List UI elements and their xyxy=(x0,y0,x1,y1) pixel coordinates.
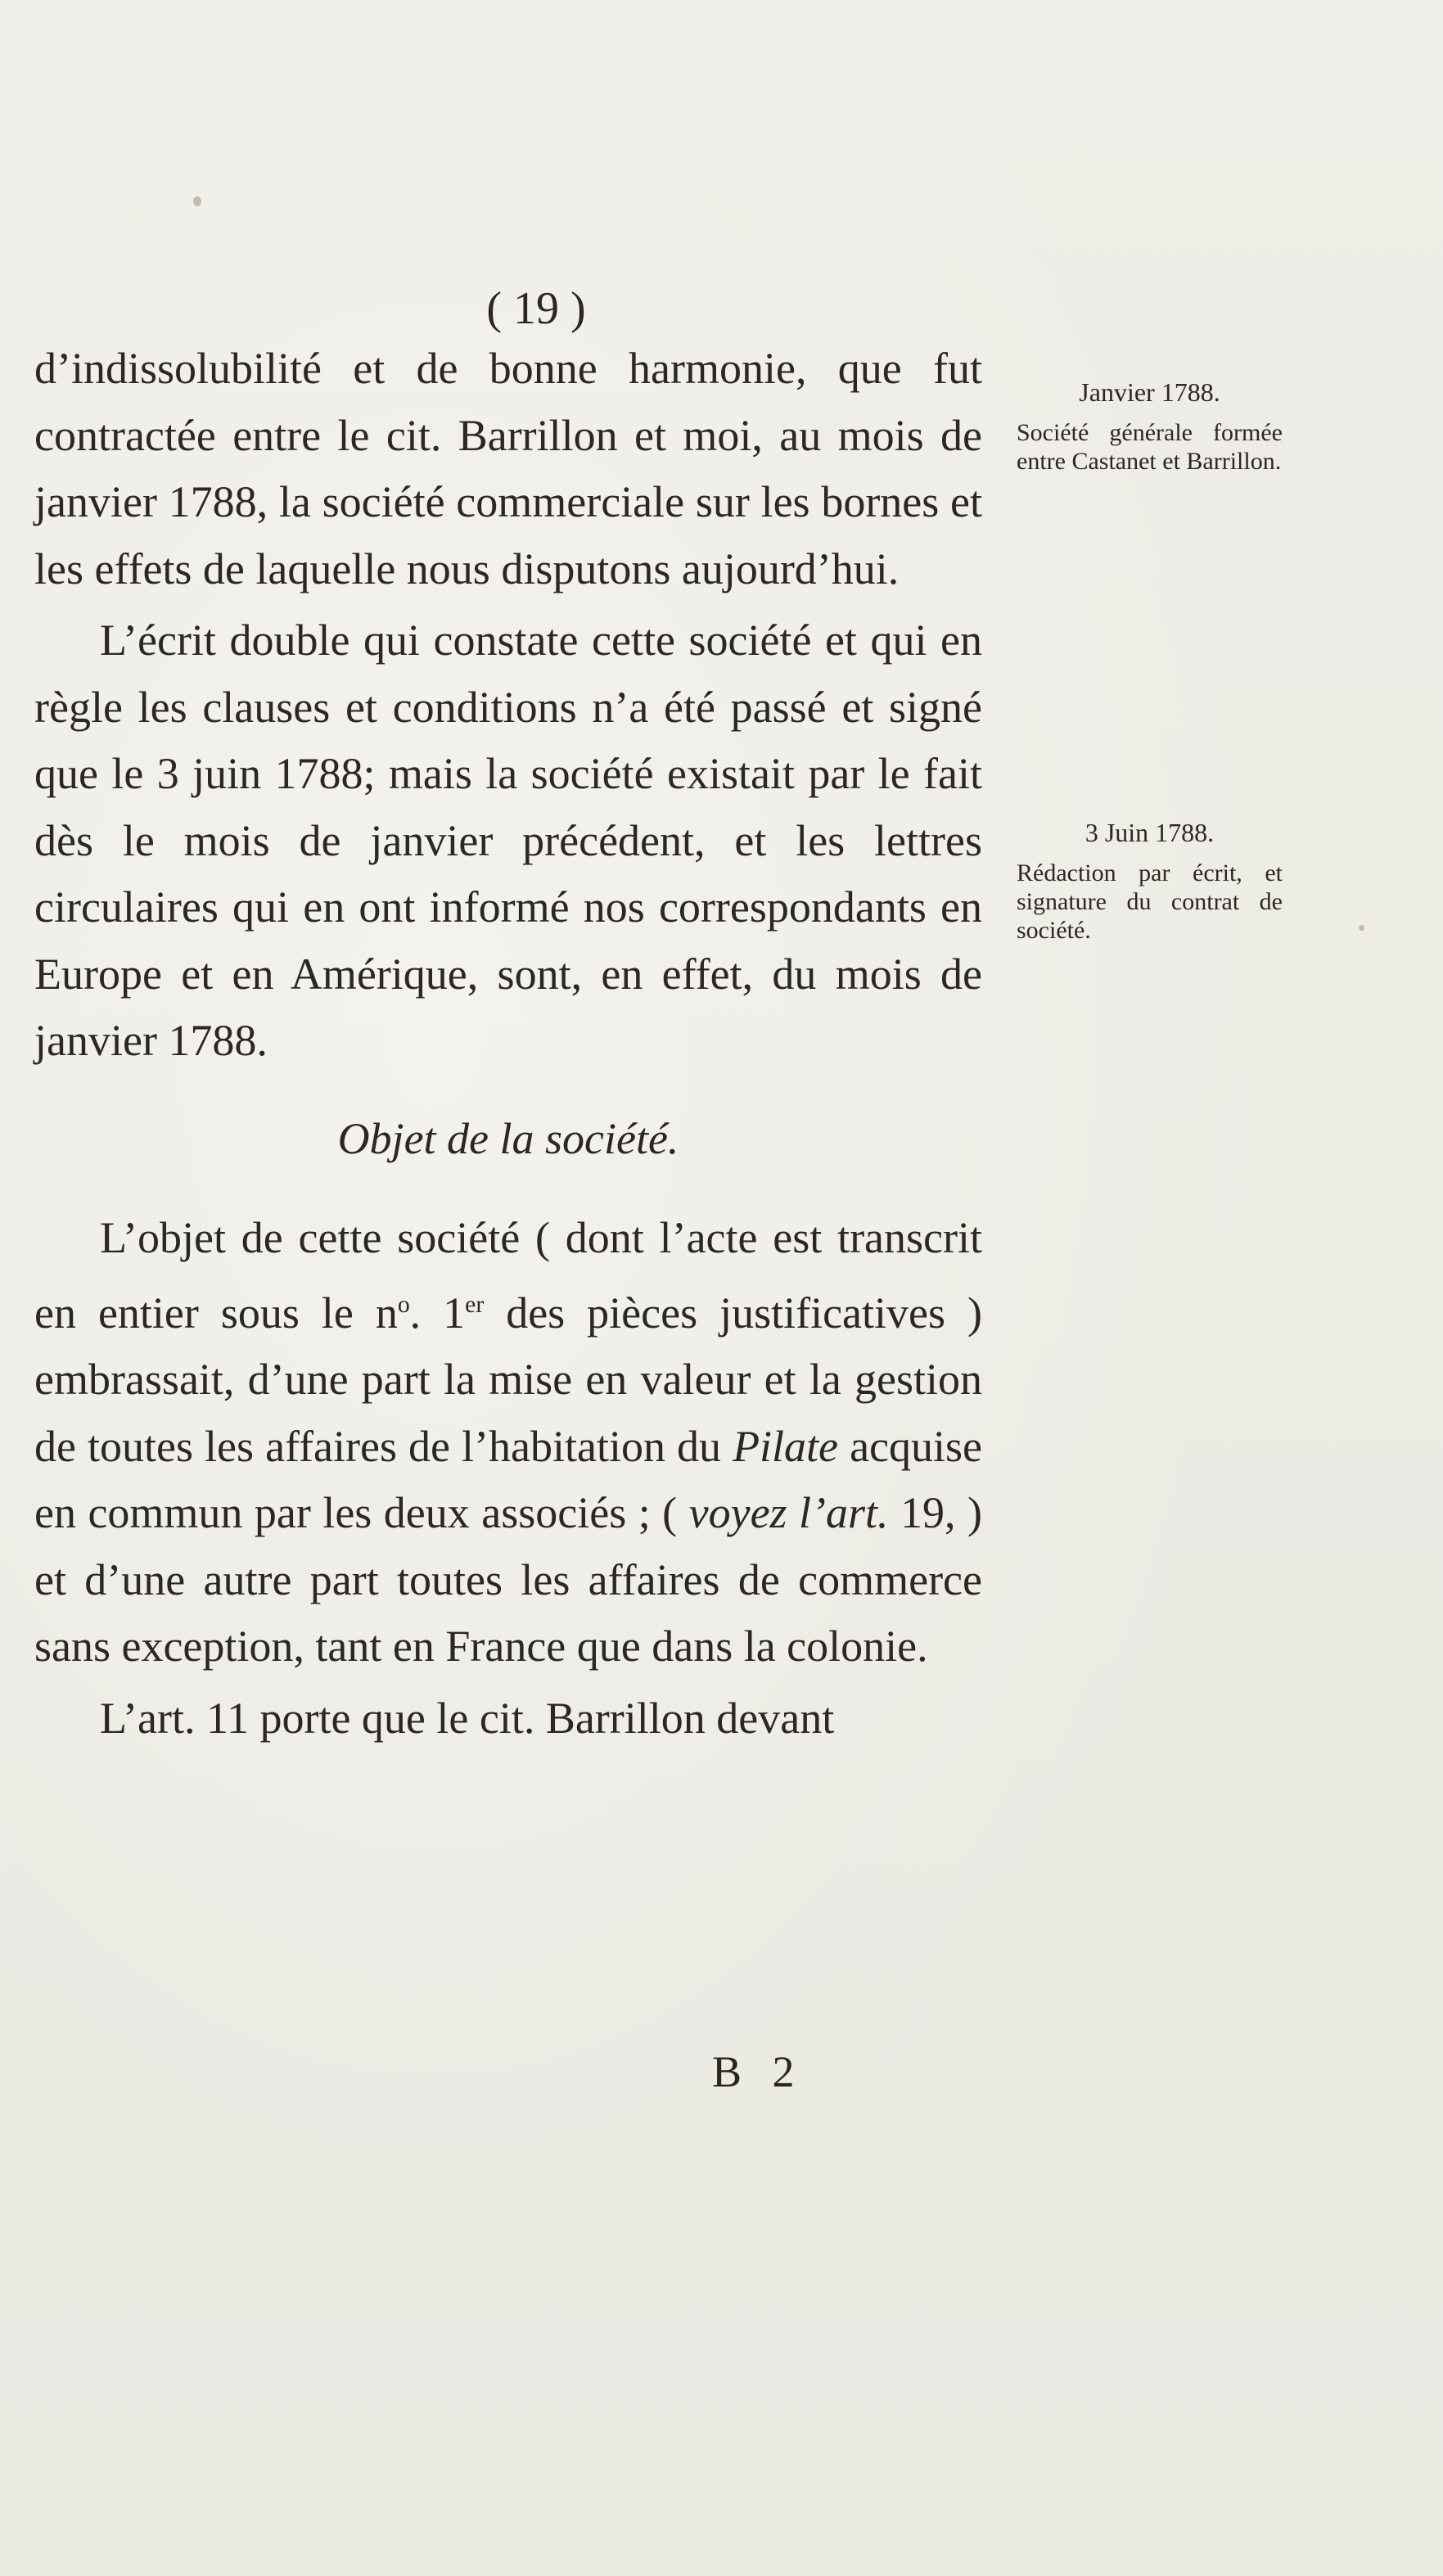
paper-speck xyxy=(1359,925,1364,931)
paper-speck xyxy=(193,196,201,206)
sidenote-2-text: Rédaction par écrit, et signature du contrat de société. xyxy=(1017,859,1283,944)
sidenote-1-date: Janvier 1788. xyxy=(1079,377,1220,407)
paragraph-4: L’art. 11 porte que le cit. Barrillon devant xyxy=(100,1693,835,1743)
sidenote-2 xyxy=(1017,819,1283,945)
section-heading: Objet de la société. xyxy=(337,1113,679,1163)
signature-mark: B 2 xyxy=(712,2047,805,2096)
paragraph-1: d’indissolubilité et de bonne harmonie, que fut contractée entre le cit. Barrillon et moi, au mois de janvier 1788, la société commerciale sur les bornes et les effets de laquelle nous disputons aujourd’hui. xyxy=(34,344,982,593)
sidenote-1-text: Société générale formée entre Castanet et Barrillon. xyxy=(1017,419,1283,475)
page-number: ( 19 ) xyxy=(486,283,586,334)
sidenote-1 xyxy=(1017,378,1283,476)
sidenote-2-date: 3 Juin 1788. xyxy=(1085,818,1215,847)
paragraph-2: L’écrit double qui constate cette société et qui en règle les clauses et conditions n’a été passé et signé que le 3 juin 1788; mais la société existait par le fait dès le mois de janvier précédent, et les lettres circulaires qui en ont informé nos correspondants en Europe et en Amérique, sont, en effet, du mois de janvier 1788. xyxy=(34,616,982,1065)
main-text-column xyxy=(34,336,982,1752)
paragraph-3: L’objet de cette société ( dont l’acte est transcrit en entier sous le $n^o$. 1er des pièces justificatives ) embrassait, d’une part la mise en valeur et la gestion de toutes les affaires de l’habitation du Pilate acquise en commun par les deux associés ; ( voyez l’art. 19, ) et d’une autre part toutes les affaires de commerce sans exception, tant en France que dans la colonie. xyxy=(34,1213,983,1671)
